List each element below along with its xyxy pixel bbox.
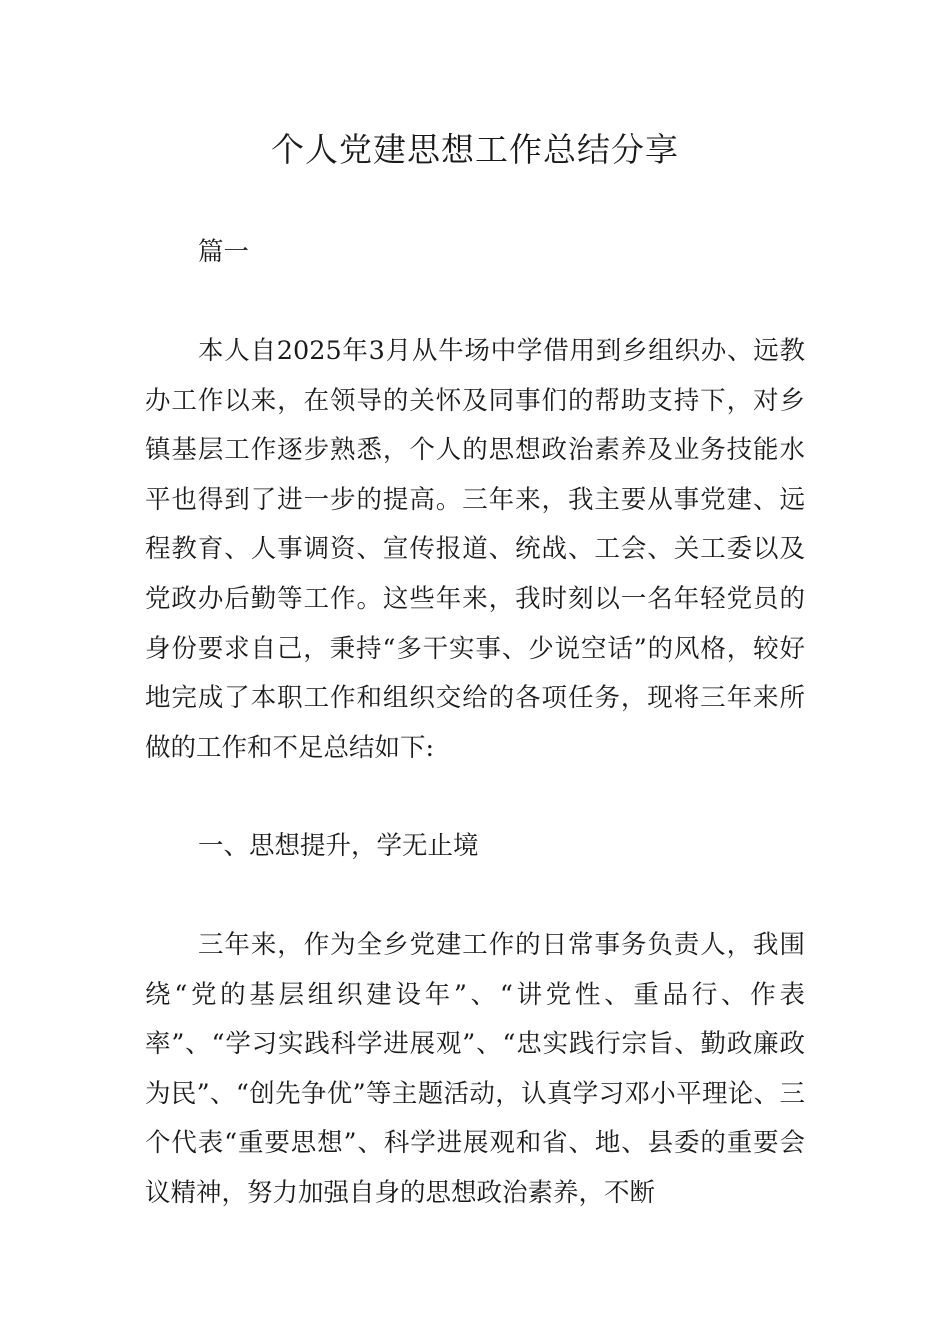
intro-paragraph: 本人自2025年3月从牛场中学借用到乡组织办、远教办工作以来，在领导的关怀及同事们的帮助支持下，对乡镇基层工作逐步熟悉，个人的思想政治素养及业务技能水平也得到了进一步的提高。三年来，我主要从事党建、远程教育、人事调资、宣传报道、统战、工会、关工委以及党政办后勤等工作。这些年来，我时刻以一名年轻党员的身份要求自己，秉持“多干实事、少说空话”的风格，较好地完成了本职工作和组织交给的各项任务，现将三年来所做的工作和不足总结如下: <box>145 336 805 763</box>
part-label: 篇一 <box>198 237 250 267</box>
section-paragraph: 三年来，作为全乡党建工作的日常事务负责人，我围绕“党的基层组织建设年”、“讲党性、重品行、作表率”、“学习实践科学进展观”、“忠实践行宗旨、勤政廉政为民”、“创先争优”等主题活动，认真学习邓小平理论、三个代表“重要思想”、科学进展观和省、地、县委的重要会议精神，努力加强自身的思想政治素养，不断 <box>145 930 805 1208</box>
section-heading: 一、思想提升，学无止境 <box>198 831 479 861</box>
document-title: 个人党建思想工作总结分享 <box>271 130 679 169</box>
